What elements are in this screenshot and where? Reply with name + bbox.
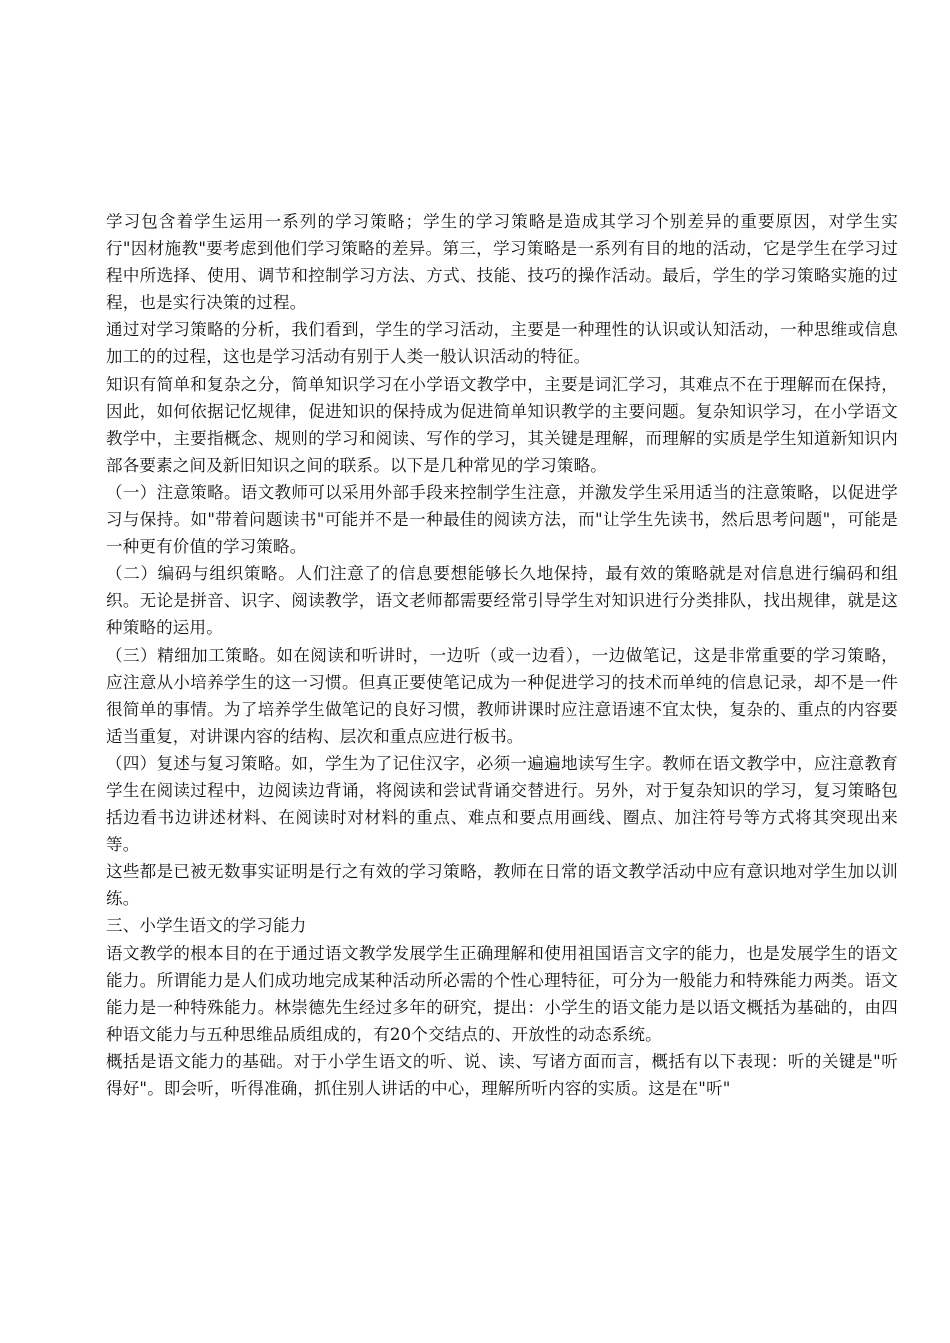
paragraph: 通过对学习策略的分析，我们看到，学生的学习活动，主要是一种理性的认识或认知活动，一种思维或信息加工的的过程，这也是学习活动有别于人类一般认识活动的特征。	[106, 320, 898, 367]
section-heading: 三、小学生语文的学习能力	[106, 916, 307, 936]
paragraph: 知识有简单和复杂之分，简单知识学习在小学语文教学中，主要是词汇学习，其难点不在于理解而在保持，因此，如何依据记忆规律，促进知识的保持成为促进简单知识教学的主要问题。复杂知识学习，在小学语文教学中，主要指概念、规则的学习和阅读、写作的学习，其关键是理解，而理解的实质是学生知道新知识内部各要素之间及新旧知识之间的联系。以下是几种常见的学习策略。	[106, 374, 898, 475]
paragraph: 这些都是已被无数事实证明是行之有效的学习策略，教师在日常的语文教学活动中应有意识地对学生加以训练。	[106, 862, 898, 909]
paragraph: 语文教学的根本目的在于通过语文教学发展学生正确理解和使用祖国语言文字的能力，也是发展学生的语文能力。所谓能力是人们成功地完成某种活动所必需的个性心理特征，可分为一般能力和特殊能力两类。语文能力是一种特殊能力。林崇德先生经过多年的研究，提出：小学生的语文能力是以语文概括为基础的，由四种语文能力与五种思维品质组成的，有20个交结点的、开放性的动态系统。	[106, 943, 898, 1044]
paragraph: （二）编码与组织策略。人们注意了的信息要想能够长久地保持，最有效的策略就是对信息进行编码和组织。无论是拼音、识字、阅读教学，语文老师都需要经常引导学生对知识进行分类排队，找出规律，就是这种策略的运用。	[106, 564, 898, 638]
document-body	[106, 208, 898, 1102]
paragraph: 学习包含着学生运用一系列的学习策略；学生的学习策略是造成其学习个别差异的重要原因，对学生实行"因材施教"要考虑到他们学习策略的差异。第三，学习策略是一系列有目的地的活动，它是学生在学习过程中所选择、使用、调节和控制学习方法、方式、技能、技巧的操作活动。最后，学生的学习策略实施的过程，也是实行决策的过程。	[106, 212, 898, 313]
paragraph: （三）精细加工策略。如在阅读和听讲时，一边听（或一边看），一边做笔记，这是非常重要的学习策略，应注意从小培养学生的这一习惯。但真正要使笔记成为一种促进学习的技术而单纯的信息记录，却不是一件很简单的事情。为了培养学生做笔记的良好习惯，教师讲课时应注意语速不宜太快，复杂的、重点的内容要适当重复，对讲课内容的结构、层次和重点应进行板书。	[106, 645, 898, 746]
paragraph: （一）注意策略。语文教师可以采用外部手段来控制学生注意，并激发学生采用适当的注意策略，以促进学习与保持。如"带着问题读书"可能并不是一种最佳的阅读方法，而"让学生先读书，然后思考问题"，可能是一种更有价值的学习策略。	[106, 482, 898, 557]
paragraph: 概括是语文能力的基础。对于小学生语文的听、说、读、写诸方面而言，概括有以下表现：听的关键是"听得好"。即会听，听得准确，抓住别人讲话的中心，理解所听内容的实质。这是在"听"	[106, 1051, 898, 1098]
paragraph: （四）复述与复习策略。如，学生为了记住汉字，必须一遍遍地读写生字。教师在语文教学中，应注意教育学生在阅读过程中，边阅读边背诵，将阅读和尝试背诵交替进行。另外，对于复杂知识的学习，复习策略包括边看书边讲述材料、在阅读时对材料的重点、难点和要点用画线、圈点、加注符号等方式将其突现出来等。	[106, 753, 898, 855]
